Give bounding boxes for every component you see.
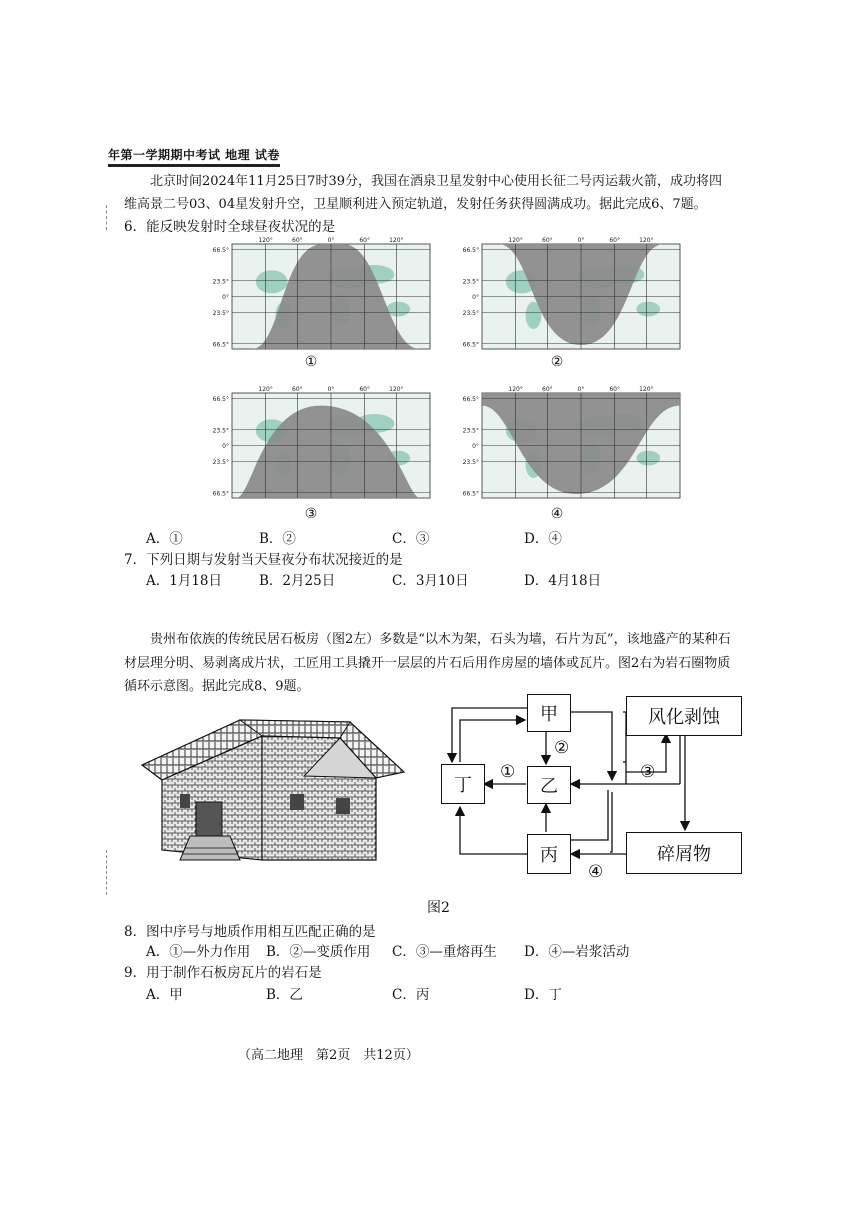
figure-2-caption: 图2 [427, 900, 450, 916]
map-lat-tick: 0° [472, 294, 479, 301]
map-lon-tick: 120° [258, 386, 273, 393]
q7-option-d[interactable]: D．4月18日 [524, 573, 602, 589]
map-lat-tick: 0° [222, 294, 229, 301]
q9-option-b[interactable]: B．乙 [266, 987, 303, 1003]
map-lon-tick: 60° [609, 237, 620, 244]
passage-launch-line1: 北京时间2024年11月25日7时39分，我国在酒泉卫星发射中心使用长征二号丙运载火箭，成功将四 [150, 174, 722, 189]
map-lon-tick: 120° [258, 237, 273, 244]
passage-stone-house-line3: 循环示意图。据此完成8、9题。 [124, 679, 310, 694]
map-lon-tick: 60° [292, 386, 303, 393]
map-lon-tick: 120° [508, 237, 523, 244]
page-footer: （高二地理 第2页 共12页） [238, 1048, 419, 1063]
map-lon-tick: 120° [508, 386, 523, 393]
map-lat-tick: 66.5° [462, 246, 479, 254]
map-4-label: ④ [550, 506, 564, 522]
marker-1: ① [500, 762, 516, 782]
q6-option-d[interactable]: D．④ [524, 531, 562, 547]
map-lon-tick: 60° [359, 386, 370, 393]
binding-margin-line-lower [106, 850, 107, 895]
map-lon-tick: 120° [389, 237, 404, 244]
map-2-label: ② [550, 354, 564, 370]
binding-margin-line [106, 205, 107, 230]
day-night-map-2 [454, 234, 682, 351]
map-lat-tick: 0° [222, 443, 229, 450]
map-lat-tick: 23.5° [462, 278, 479, 286]
map-lat-tick: 23.5° [212, 427, 229, 435]
map-lat-tick: 23.5° [212, 278, 229, 286]
map-lat-tick: 23.5° [462, 458, 479, 466]
question-8-stem: 8．图中序号与地质作用相互匹配正确的是 [124, 924, 376, 940]
marker-3: ③ [640, 762, 656, 782]
q6-option-b[interactable]: B．② [259, 531, 296, 547]
q8-option-c[interactable]: C．③—重熔再生 [392, 944, 497, 960]
map-lat-tick: 23.5° [212, 458, 229, 466]
map-lon-tick: 0° [327, 386, 335, 393]
map-lat-tick: 23.5° [462, 309, 479, 317]
passage-stone-house-line1: 贵州布依族的传统民居石板房（图2左）多数是“以木为架，石头为墙，石片为瓦”，该地盛产的某种石 [150, 632, 731, 647]
passage-stone-house-line2: 材层理分明、易剥离成片状，工匠用工具撬开一层层的片石后用作房屋的墙体或瓦片。图2右为岩石圈物质 [124, 656, 731, 671]
map-lon-tick: 0° [577, 386, 585, 393]
map-lon-tick: 60° [542, 386, 553, 393]
q9-option-a[interactable]: A．甲 [146, 987, 183, 1003]
q9-option-d[interactable]: D．丁 [524, 987, 562, 1003]
marker-4: ④ [588, 862, 604, 882]
rock-box-yi: 乙 [527, 766, 571, 804]
weathering-erosion-box: 风化剥蚀 [626, 696, 742, 736]
q7-option-b[interactable]: B．2月25日 [259, 573, 336, 589]
stone-house-illustration [140, 710, 406, 870]
passage-launch-line2: 维高景二号03、04星发射升空，卫星顺利进入预定轨道，发射任务获得圆满成功。据此完成6、7题。 [124, 197, 707, 212]
q9-option-c[interactable]: C．丙 [392, 987, 430, 1003]
q7-option-a[interactable]: A．1月18日 [146, 573, 223, 589]
map-lat-tick: 0° [472, 443, 479, 450]
map-lat-tick: 23.5° [462, 427, 479, 435]
map-lon-tick: 60° [359, 237, 370, 244]
map-1-label: ① [304, 354, 318, 370]
q8-option-d[interactable]: D．④—岩浆活动 [524, 944, 630, 960]
q7-option-c[interactable]: C．3月10日 [392, 573, 469, 589]
map-lon-tick: 120° [639, 237, 654, 244]
rock-box-ding: 丁 [441, 764, 485, 804]
map-lat-tick: 66.5° [212, 395, 229, 403]
map-lat-tick: 66.5° [462, 341, 479, 349]
marker-2: ② [554, 738, 570, 758]
map-3-label: ③ [304, 506, 318, 522]
map-lat-tick: 66.5° [462, 490, 479, 498]
question-9-stem: 9．用于制作石板房瓦片的岩石是 [124, 965, 322, 981]
day-night-map-3 [204, 383, 432, 500]
map-lon-tick: 0° [327, 237, 335, 244]
map-lon-tick: 0° [577, 237, 585, 244]
q6-option-a[interactable]: A．① [146, 531, 183, 547]
rock-cycle-diagram [430, 692, 770, 887]
map-lat-tick: 66.5° [212, 246, 229, 254]
rock-box-bing: 丙 [527, 834, 571, 874]
map-lat-tick: 66.5° [462, 395, 479, 403]
question-6-stem: 6．能反映发射时全球昼夜状况的是 [124, 219, 336, 235]
day-night-map-4 [454, 383, 682, 500]
map-lon-tick: 120° [639, 386, 654, 393]
page-header: 年第一学期期中考试 地理 试卷 [108, 146, 280, 167]
map-lon-tick: 60° [292, 237, 303, 244]
q6-option-c[interactable]: C．③ [392, 531, 430, 547]
map-lat-tick: 23.5° [212, 309, 229, 317]
day-night-map-1 [204, 234, 432, 351]
map-lon-tick: 60° [542, 237, 553, 244]
map-lon-tick: 60° [609, 386, 620, 393]
map-lat-tick: 66.5° [212, 341, 229, 349]
question-7-stem: 7．下列日期与发射当天昼夜分布状况接近的是 [124, 552, 403, 568]
q8-option-b[interactable]: B．②—变质作用 [266, 944, 371, 960]
map-lon-tick: 120° [389, 386, 404, 393]
rock-box-jia: 甲 [527, 694, 571, 732]
passage-launch-cont [124, 193, 707, 217]
map-lat-tick: 66.5° [212, 490, 229, 498]
debris-box: 碎屑物 [626, 832, 742, 874]
passage-launch [150, 170, 722, 194]
q8-option-a[interactable]: A．①—外力作用 [146, 944, 251, 960]
